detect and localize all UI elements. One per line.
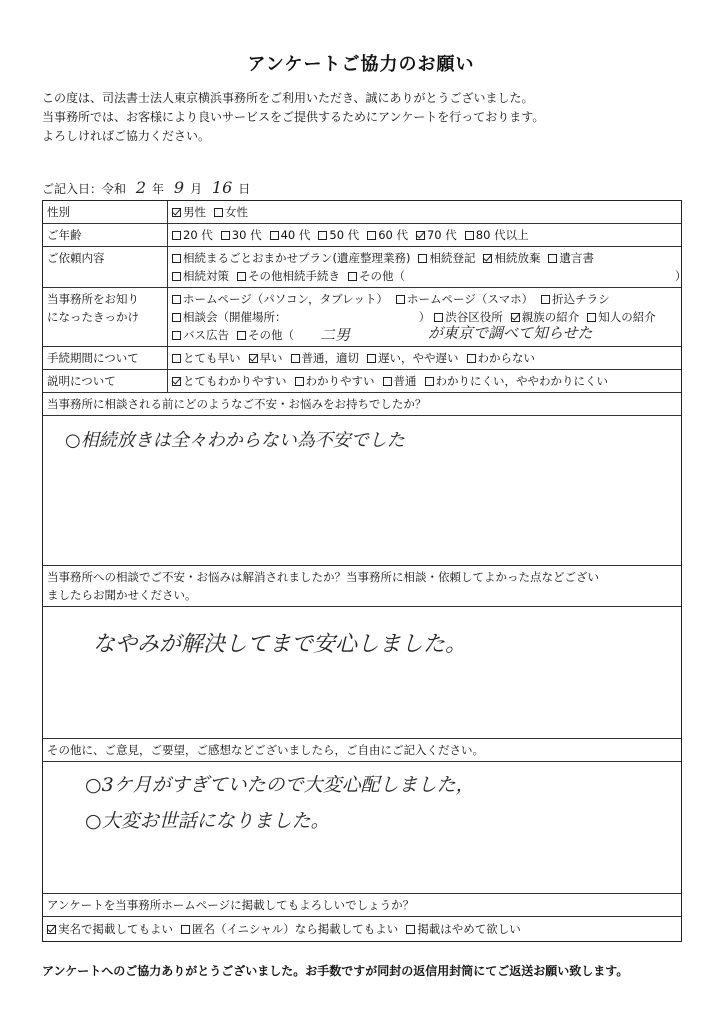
date-month[interactable]: 9: [173, 178, 185, 197]
checkbox-label: 40 代: [280, 228, 311, 242]
checkbox-option[interactable]: [295, 374, 375, 388]
q2-question: [43, 566, 681, 607]
checkbox-label: 女性: [225, 205, 248, 219]
checkbox-icon[interactable]: [172, 354, 181, 363]
request-row: [43, 247, 687, 288]
checkbox-option[interactable]: [418, 251, 475, 265]
source-line-3: [172, 326, 677, 344]
source-line-3-options: [172, 328, 302, 342]
handwritten-source-note: が東京で調べて知らせた: [428, 324, 593, 342]
checkbox-icon[interactable]: [214, 208, 223, 217]
source-label: [43, 288, 168, 346]
request-other-close: ）: [675, 269, 687, 283]
checkbox-label: 実名で掲載してもよい: [58, 922, 173, 936]
age-options: [168, 224, 681, 246]
checkbox-label: 普通，適切: [301, 351, 359, 365]
checkbox-option[interactable]: [587, 310, 656, 324]
checkbox-label: 相続登記: [429, 251, 476, 265]
intro-line: よろしければご協力ください。: [42, 129, 211, 143]
q3-answer-line-1: ○3ケ月がすぎていたので大変心配しました，: [85, 774, 475, 796]
source-label-line: 当事務所をお知り: [47, 292, 139, 306]
month-unit: 月: [190, 182, 203, 196]
age-row: [43, 224, 681, 247]
checkbox-label: 相続放棄: [494, 251, 541, 265]
checkbox-option[interactable]: [172, 292, 388, 306]
checkbox-option[interactable]: [318, 228, 359, 242]
footer-note: アンケートへのご協力ありがとうございました。お手数ですが同封の返信用封筒にてご返送お願い致します。: [42, 964, 629, 978]
checkbox-label: 80 代以上: [475, 228, 529, 242]
q1-question: 当事務所に相談される前にどのようなご不安・お悩みをお持ちでしたか？: [43, 393, 681, 416]
checked-checkbox-icon[interactable]: [416, 231, 425, 240]
request-line-2: [172, 267, 687, 285]
checkbox-icon[interactable]: [172, 254, 181, 263]
checkbox-label: わかりやすい: [305, 374, 375, 388]
checkbox-option[interactable]: [221, 228, 262, 242]
q1-answer-area[interactable]: [43, 416, 681, 566]
checkbox-icon[interactable]: [221, 231, 230, 240]
checkbox-option[interactable]: [511, 310, 580, 324]
checkbox-icon[interactable]: [383, 377, 392, 386]
checkbox-option[interactable]: [249, 351, 283, 365]
request-line-2-options: [172, 269, 413, 283]
checkbox-icon[interactable]: [425, 377, 434, 386]
checkbox-option[interactable]: [465, 228, 529, 242]
explain-options: [168, 370, 681, 392]
checkbox-icon[interactable]: [348, 272, 357, 281]
checkbox-option[interactable]: [172, 351, 241, 365]
checkbox-option[interactable]: [406, 922, 521, 936]
checkbox-option[interactable]: [348, 269, 405, 283]
intro-line: 当事務所では、お客様により良いサービスをご提供するためにアンケートを行っております。: [42, 110, 545, 124]
checked-checkbox-icon[interactable]: [249, 354, 258, 363]
checkbox-icon[interactable]: [396, 295, 405, 304]
checkbox-option[interactable]: [237, 269, 340, 283]
checkbox-label: 親族の紹介: [521, 310, 580, 324]
explain-label: 説明について: [43, 370, 168, 392]
checkbox-label: 相談会（開催場所：: [183, 310, 281, 324]
checkbox-option[interactable]: [467, 351, 536, 365]
gender-options: [168, 201, 681, 223]
checkbox-icon[interactable]: [172, 295, 181, 304]
q3-answer-area[interactable]: [43, 762, 681, 894]
checkbox-label: わからない: [477, 351, 535, 365]
age-label: ご年齢: [43, 224, 168, 246]
checkbox-option[interactable]: [172, 228, 213, 242]
source-options: [168, 288, 681, 346]
checkbox-label: 相続対策: [183, 269, 229, 283]
checkbox-option[interactable]: [425, 374, 609, 388]
publish-question: アンケートを当事務所ホームページに掲載してもよろしいでしょうか？: [43, 894, 681, 917]
checkbox-option[interactable]: [367, 228, 408, 242]
q2-question-line: ましたらお聞かせください。: [47, 588, 197, 602]
checkbox-label: 20 代: [183, 228, 213, 242]
explain-row: [43, 370, 681, 393]
checkbox-option[interactable]: [172, 269, 229, 283]
q2-answer: なやみが解決してまで安心しました。: [93, 632, 468, 657]
request-label: ご依頼内容: [43, 247, 168, 287]
q3-question: その他に、ご意見，ご要望，ご感想などございましたら，ご自由にご記入ください。: [43, 739, 681, 762]
checked-checkbox-icon[interactable]: [511, 313, 520, 322]
checkbox-label: ホームページ（スマホ）: [407, 292, 534, 306]
checkbox-icon[interactable]: [318, 231, 327, 240]
checkbox-label: その他（: [248, 328, 294, 342]
checkbox-icon[interactable]: [548, 254, 557, 263]
date-year[interactable]: 2: [135, 178, 147, 197]
checkbox-label: 男性: [183, 205, 206, 219]
checkbox-label: 70 代: [426, 228, 457, 242]
q2-question-line: 当事務所への相談でご不安・お悩みは解消されましたか？当事務所に相談・依頼してよかった点などござい: [47, 570, 599, 584]
checkbox-label: 折込チラシ: [552, 292, 610, 306]
checkbox-icon[interactable]: [237, 331, 246, 340]
checkbox-label: わかりにくい，ややわかりにくい: [435, 374, 608, 388]
checkbox-option[interactable]: [172, 310, 281, 324]
checkbox-icon[interactable]: [367, 354, 376, 363]
checkbox-icon[interactable]: [467, 354, 476, 363]
checkbox-label: 30 代: [231, 228, 262, 242]
period-label: 手続期間について: [43, 347, 168, 369]
checkbox-option[interactable]: [172, 374, 287, 388]
date-label: ご記入日：令和: [42, 182, 127, 196]
checkbox-option[interactable]: [396, 292, 533, 306]
checked-checkbox-icon[interactable]: [172, 208, 181, 217]
checkbox-option[interactable]: [181, 922, 398, 936]
q2-answer-area[interactable]: [43, 607, 681, 739]
checkbox-icon[interactable]: [418, 254, 427, 263]
checkbox-label: 早い: [259, 351, 283, 365]
checkbox-option[interactable]: [548, 251, 594, 265]
checkbox-option[interactable]: [541, 292, 610, 306]
date-day[interactable]: 16: [211, 178, 233, 197]
source-line-2: [172, 308, 677, 326]
checkbox-label: とてもわかりやすい: [183, 374, 287, 388]
checkbox-icon[interactable]: [295, 377, 304, 386]
checkbox-icon[interactable]: [541, 295, 550, 304]
checkbox-option[interactable]: [383, 374, 417, 388]
checkbox-label: 渋谷区役所: [445, 310, 503, 324]
checked-checkbox-icon[interactable]: [483, 254, 492, 263]
survey-form: [42, 200, 687, 942]
checkbox-label: 遺言書: [559, 251, 594, 265]
gender-row: [43, 201, 681, 224]
checkbox-icon[interactable]: [587, 313, 596, 322]
checkbox-label: とても早い: [183, 351, 241, 365]
checkbox-option[interactable]: [172, 328, 229, 342]
checkbox-option[interactable]: [483, 251, 540, 265]
checkbox-option[interactable]: [291, 351, 360, 365]
checkbox-icon[interactable]: [172, 313, 181, 322]
q3-answer-line-2: ○大変お世話になりました。: [85, 810, 330, 832]
checkbox-icon[interactable]: [172, 272, 181, 281]
page-title: アンケートご協力のお願い: [247, 54, 475, 75]
checkbox-label: 遅い，やや遅い: [378, 351, 459, 365]
checkbox-option[interactable]: [172, 205, 206, 219]
checkbox-option[interactable]: [237, 328, 294, 342]
source-row: [43, 288, 681, 347]
checkbox-label: ホームページ（パソコン，タブレット）: [183, 292, 389, 306]
source-seminar-option: [172, 310, 289, 324]
publish-options: [43, 917, 681, 941]
source-label-line: になったきっかけ: [47, 310, 139, 324]
checkbox-label: バス広告: [183, 328, 229, 342]
checkbox-label: 普通: [393, 374, 417, 388]
request-options: [168, 247, 691, 287]
checkbox-option[interactable]: [172, 251, 410, 265]
checkbox-icon[interactable]: [237, 272, 246, 281]
checkbox-icon[interactable]: [367, 231, 376, 240]
checkbox-label: 50 代: [329, 228, 360, 242]
checked-checkbox-icon[interactable]: [172, 377, 181, 386]
checkbox-label: 60 代: [378, 228, 408, 242]
request-line-1: [172, 249, 687, 267]
gender-label: 性別: [43, 201, 168, 223]
period-row: [43, 347, 681, 370]
checkbox-option[interactable]: [434, 310, 503, 324]
checked-checkbox-icon[interactable]: [47, 925, 56, 934]
intro-text: [42, 89, 544, 146]
checkbox-icon[interactable]: [291, 354, 300, 363]
period-options: [168, 347, 681, 369]
checkbox-label: 知人の紹介: [598, 310, 656, 324]
source-seminar-close: ）: [418, 310, 431, 324]
q1-answer: ○相続放きは全々わからない為不安でした: [65, 430, 405, 451]
checkbox-icon[interactable]: [172, 231, 181, 240]
year-unit: 年: [152, 182, 165, 196]
checkbox-label: 掲載はやめて欲しい: [417, 922, 521, 936]
checkbox-icon[interactable]: [270, 231, 279, 240]
checkbox-option[interactable]: [416, 228, 457, 242]
handwritten-source-other: 二男: [320, 326, 351, 344]
intro-line: この度は、司法書士法人東京横浜事務所をご利用いただき、誠にありがとうございました。: [42, 91, 534, 105]
checkbox-icon[interactable]: [406, 925, 415, 934]
checkbox-option[interactable]: [47, 922, 173, 936]
checkbox-label: 相続まるごとおまかせプラン(遺産整理業務): [183, 251, 411, 265]
checkbox-label: その他（: [359, 269, 405, 283]
checkbox-option[interactable]: [367, 351, 459, 365]
checkbox-option[interactable]: [214, 205, 248, 219]
checkbox-option[interactable]: [270, 228, 311, 242]
checkbox-icon[interactable]: [172, 331, 181, 340]
source-line-1: [172, 290, 677, 308]
day-unit: 日: [238, 182, 251, 196]
checkbox-icon[interactable]: [434, 313, 443, 322]
checkbox-label: 匿名（イニシャル）なら掲載してもよい: [192, 922, 399, 936]
checkbox-icon[interactable]: [181, 925, 190, 934]
checkbox-label: その他相続手続き: [248, 269, 340, 283]
source-line-2-options: [434, 310, 664, 324]
date-entry: [42, 178, 250, 197]
checkbox-icon[interactable]: [465, 231, 474, 240]
